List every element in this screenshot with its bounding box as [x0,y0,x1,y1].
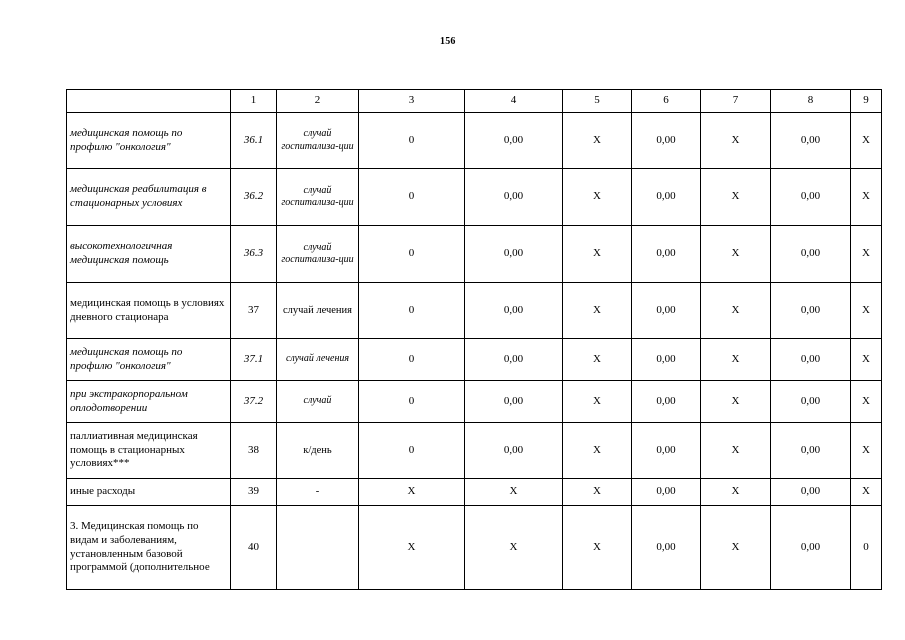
value-cell: 0,00 [465,423,563,479]
row-name-cell: высокотехнологичная медицинская помощь [67,226,231,283]
header-cell: 6 [632,90,701,113]
unit-cell: к/день [277,423,359,479]
value-cell: 0 [359,423,465,479]
unit-cell: - [277,479,359,506]
value-cell: 0,00 [771,479,851,506]
row-code-cell: 37.2 [231,381,277,423]
value-cell: Х [563,283,632,339]
header-cell: 7 [701,90,771,113]
value-cell: Х [701,381,771,423]
row-code-cell: 36.2 [231,169,277,226]
value-cell: Х [701,113,771,169]
value-cell: 0 [851,506,882,590]
row-name-cell: при экстракорпоральном оплодотворении [67,381,231,423]
row-name-cell: иные расходы [67,479,231,506]
unit-cell: случай лечения [277,283,359,339]
table-row [67,169,882,226]
table-row [67,423,882,479]
value-cell: 0,00 [465,169,563,226]
value-cell: Х [563,479,632,506]
value-cell: 0 [359,339,465,381]
value-cell: Х [563,169,632,226]
value-cell: Х [701,339,771,381]
value-cell: Х [701,423,771,479]
row-name-cell: медицинская реабилитация в стационарных условиях [67,169,231,226]
value-cell: 0,00 [771,506,851,590]
value-cell: Х [563,226,632,283]
row-name-cell: 3. Медицинская помощь по видам и заболеваниям, установленным базовой программой (дополнительное [67,506,231,590]
unit-cell: случай госпитализа-ции [277,226,359,283]
table-row [67,339,882,381]
value-cell: 0,00 [771,226,851,283]
table-row [67,506,882,590]
value-cell: Х [563,423,632,479]
value-cell: Х [701,506,771,590]
value-cell: Х [359,506,465,590]
value-cell: Х [701,283,771,339]
value-cell: Х [851,479,882,506]
row-code-cell: 39 [231,479,277,506]
row-code-cell: 37.1 [231,339,277,381]
value-cell: 0,00 [465,339,563,381]
value-cell: 0 [359,169,465,226]
value-cell: 0,00 [465,381,563,423]
header-cell: 9 [851,90,882,113]
unit-cell: случай госпитализа-ции [277,169,359,226]
value-cell: Х [465,479,563,506]
value-cell: 0 [359,381,465,423]
header-cell [67,90,231,113]
value-cell: 0,00 [465,283,563,339]
value-cell: 0,00 [632,283,701,339]
value-cell: Х [851,381,882,423]
value-cell: 0 [359,283,465,339]
table-row [67,283,882,339]
value-cell: 0 [359,226,465,283]
value-cell: 0,00 [465,113,563,169]
value-cell: 0,00 [771,283,851,339]
table-row [67,381,882,423]
value-cell: Х [851,339,882,381]
row-code-cell: 37 [231,283,277,339]
value-cell: 0,00 [465,226,563,283]
value-cell: 0,00 [771,381,851,423]
row-name-cell: паллиативная медицинская помощь в стационарных условиях*** [67,423,231,479]
table-row [67,479,882,506]
table-header-row [67,90,882,113]
value-cell: 0,00 [632,113,701,169]
row-name-cell: медицинская помощь в условиях дневного стационара [67,283,231,339]
value-cell: 0,00 [632,339,701,381]
row-name-cell: медицинская помощь по профилю "онкология" [67,339,231,381]
header-cell: 1 [231,90,277,113]
table-row [67,226,882,283]
value-cell: 0,00 [771,339,851,381]
value-cell: 0,00 [632,169,701,226]
value-cell: Х [563,506,632,590]
row-code-cell: 38 [231,423,277,479]
header-cell: 2 [277,90,359,113]
unit-cell: случай лечения [277,339,359,381]
unit-cell: случай госпитализа-ции [277,113,359,169]
value-cell: Х [701,169,771,226]
value-cell: Х [851,169,882,226]
value-cell: Х [851,423,882,479]
table-row [67,113,882,169]
value-cell: Х [465,506,563,590]
row-code-cell: 40 [231,506,277,590]
unit-cell [277,506,359,590]
value-cell: 0,00 [771,113,851,169]
value-cell: Х [563,113,632,169]
value-cell: 0,00 [632,226,701,283]
header-cell: 3 [359,90,465,113]
value-cell: Х [701,226,771,283]
value-cell: Х [851,226,882,283]
value-cell: Х [359,479,465,506]
value-cell: Х [563,381,632,423]
page-number: 156 [440,36,456,47]
value-cell: 0,00 [632,506,701,590]
value-cell: 0,00 [771,423,851,479]
value-cell: 0,00 [632,423,701,479]
value-cell: 0,00 [632,381,701,423]
row-code-cell: 36.1 [231,113,277,169]
value-cell: 0,00 [632,479,701,506]
header-cell: 4 [465,90,563,113]
row-name-cell: медицинская помощь по профилю "онкология" [67,113,231,169]
value-cell: Х [851,283,882,339]
row-code-cell: 36.3 [231,226,277,283]
value-cell: 0,00 [771,169,851,226]
header-cell: 5 [563,90,632,113]
unit-cell: случай [277,381,359,423]
value-cell: Х [701,479,771,506]
value-cell: Х [851,113,882,169]
value-cell: 0 [359,113,465,169]
data-table [66,89,882,590]
header-cell: 8 [771,90,851,113]
value-cell: Х [563,339,632,381]
